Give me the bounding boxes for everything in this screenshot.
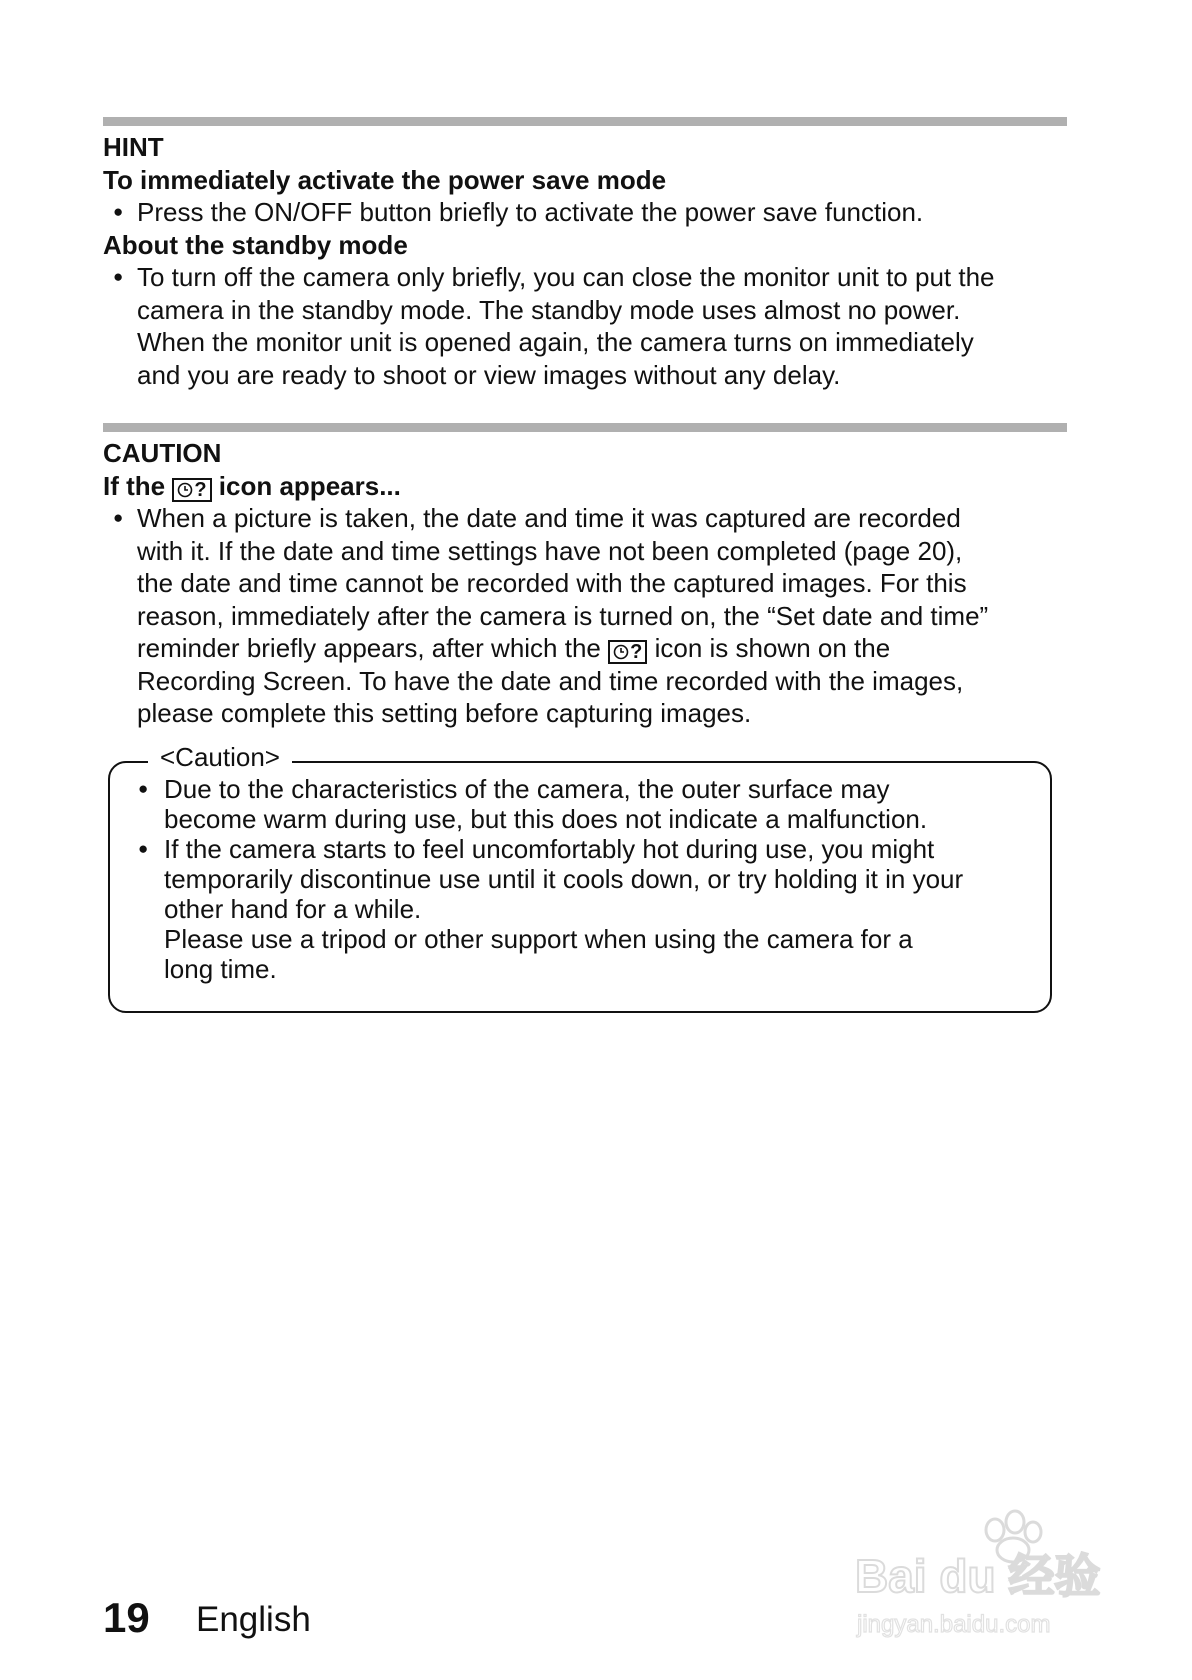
text-line: Please use a tripod or other support when using the camera for a: [164, 924, 913, 954]
text-line: please complete this setting before capturing images.: [137, 698, 752, 728]
text-line: and you are ready to shoot or view images without any delay.: [137, 359, 841, 390]
date-unset-icon-mark: ?: [630, 641, 643, 663]
text-line: other hand for a while.: [164, 894, 422, 924]
text-line: When the monitor unit is opened again, the camera turns on immediately: [137, 327, 974, 357]
watermark-brand: Bai du 经验: [855, 1550, 1101, 1602]
caution-subheading-after: icon appears...: [218, 470, 401, 501]
text-line: Recording Screen. To have the date and time recorded with the images,: [137, 665, 964, 696]
text-line: long time.: [164, 954, 277, 984]
text-line: with it. If the date and time settings have not been completed (page 20),: [137, 535, 963, 566]
text-line: reason, immediately after the camera is turned on, the “Set date and time”: [137, 600, 989, 631]
text-line: temporarily discontinue use until it cools down, or try holding it in your: [164, 864, 964, 894]
caution-subheading-before: If the: [103, 470, 166, 501]
caution-subheading: [103, 470, 1083, 503]
caution-box-item-tripod: [134, 924, 1034, 984]
date-unset-icon-mark: ?: [194, 478, 207, 501]
text-segment: reminder briefly appears, after which the: [137, 633, 601, 663]
watermark-url: jingyan.baidu.com: [857, 1611, 1051, 1638]
caution-box-list: [134, 774, 1034, 984]
text-line: camera in the standby mode. The standby mode uses almost no power.: [137, 294, 961, 325]
hint-top-rule: [103, 117, 1067, 126]
page-language: English: [196, 1600, 311, 1639]
caution-box-item-hot: [134, 834, 1034, 924]
caution-box-label: <Caution>: [148, 741, 292, 773]
hint-bullet-power-save: ● Press the ON/OFF button briefly to activate the power save function.: [103, 196, 1083, 229]
text-line: ● If the camera starts to feel uncomfortably hot during use, you might: [164, 834, 935, 864]
hint-title: HINT: [103, 132, 164, 162]
text-segment: icon is shown on the: [654, 633, 891, 663]
text-line: ● Due to the characteristics of the camera, the outer surface may: [164, 774, 890, 804]
caution-section: [103, 437, 1083, 730]
caution-title: CAUTION: [103, 438, 222, 468]
hint-subheading-power-save: To immediately activate the power save mode: [103, 164, 667, 195]
page-number: 19: [103, 1594, 150, 1641]
date-unset-icon: [608, 640, 647, 664]
caution-top-rule: [103, 423, 1067, 432]
text-line: ● To turn off the camera only briefly, you can close the monitor unit to put the: [137, 262, 995, 292]
text-line: [137, 632, 1083, 665]
date-unset-icon: [172, 478, 211, 502]
caution-box-item-warm: [134, 774, 1034, 834]
text-line: become warm during use, but this does not indicate a malfunction.: [164, 804, 928, 834]
text-line: ● When a picture is taken, the date and time it was captured are recorded: [137, 503, 961, 533]
hint-subheading-standby: About the standby mode: [103, 229, 408, 260]
text-line: the date and time cannot be recorded with the captured images. For this: [137, 568, 967, 598]
caution-bullet-date: [103, 502, 1083, 730]
baidu-jingyan-watermark: [845, 1500, 1135, 1650]
hint-bullet-standby: [103, 261, 1083, 391]
hint-section: [103, 131, 1083, 391]
